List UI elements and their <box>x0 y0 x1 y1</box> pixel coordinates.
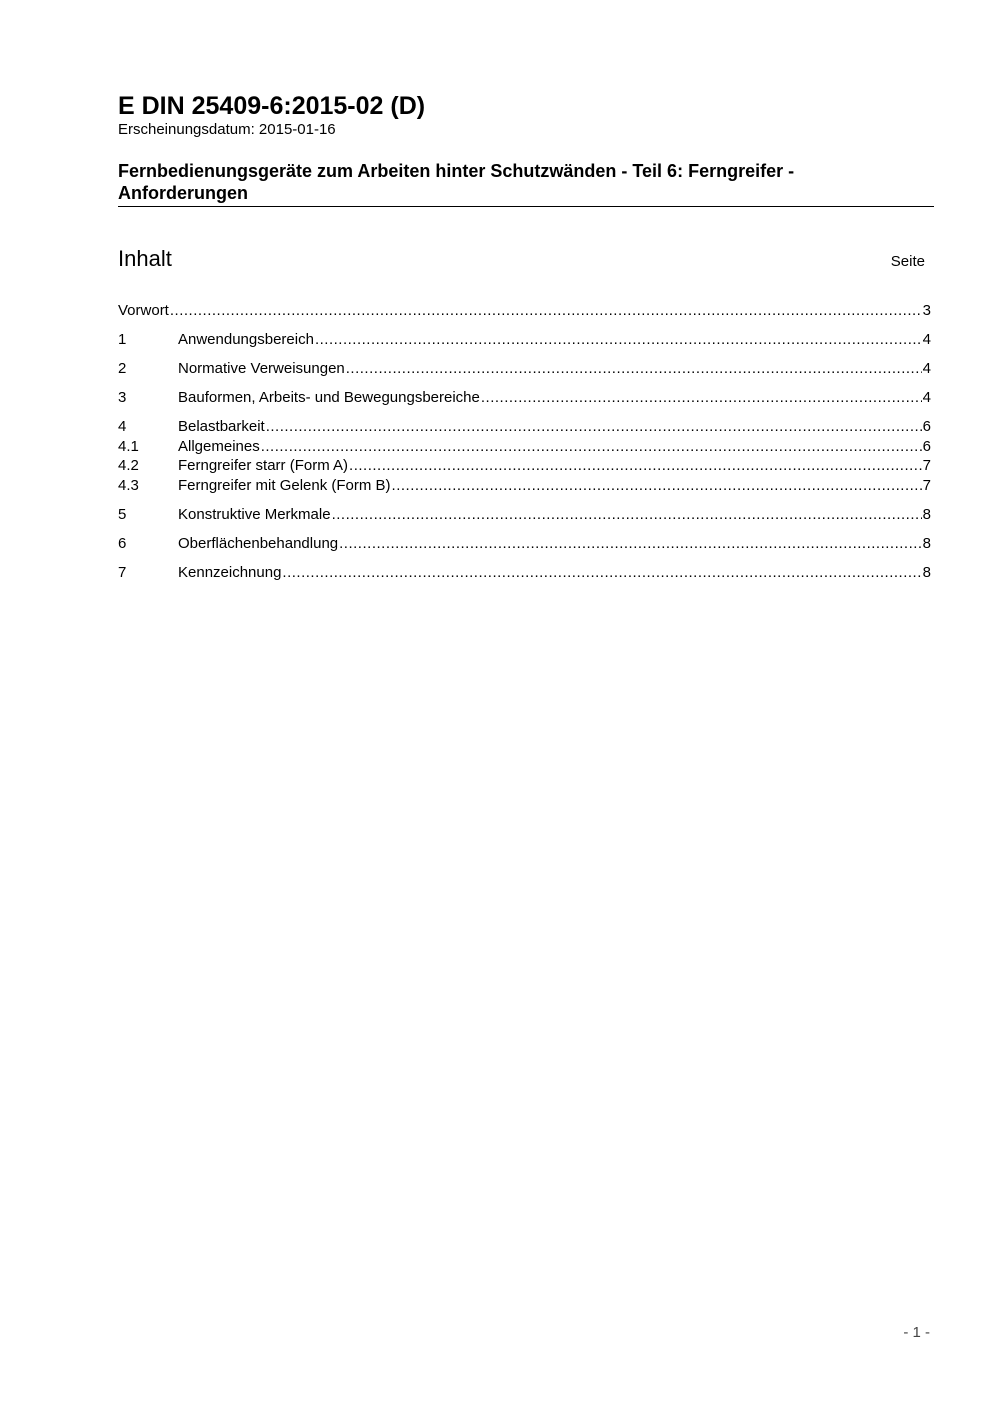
toc-dot-leader <box>349 456 922 475</box>
toc-entry-4[interactable] <box>118 417 931 436</box>
toc-dot-leader <box>266 417 922 436</box>
toc-entry-6[interactable] <box>118 534 931 553</box>
toc-entry-page: 8 <box>922 506 931 523</box>
toc-entry-number: 4.1 <box>118 438 139 455</box>
toc-entry-title: Bauformen, Arbeits- und Bewegungsbereiche <box>178 389 480 406</box>
toc-entry-page: 6 <box>922 438 931 455</box>
toc-dot-leader <box>315 330 922 349</box>
toc-entry-title: Kennzeichnung <box>178 564 282 581</box>
publication-date: Erscheinungsdatum: 2015-01-16 <box>118 121 336 138</box>
toc-entry-5[interactable] <box>118 505 931 524</box>
toc-entry-number: 7 <box>118 564 127 581</box>
toc-dot-leader <box>170 301 922 320</box>
toc-entry-title: Ferngreifer mit Gelenk (Form B) <box>178 477 391 494</box>
toc-heading: Inhalt <box>118 246 172 271</box>
toc-entry-title: Ferngreifer starr (Form A) <box>178 457 349 474</box>
toc-entry-page: 8 <box>922 535 931 552</box>
toc-entry-3[interactable] <box>118 388 931 407</box>
page-number: - 1 - <box>903 1324 930 1341</box>
toc-entry-title: Anwendungsbereich <box>178 331 314 348</box>
toc-entry-title: Normative Verweisungen <box>178 360 345 377</box>
toc-page-column-label: Seite <box>890 253 925 270</box>
toc-entry-number: 4.3 <box>118 477 139 494</box>
toc-entry-title: Belastbarkeit <box>178 418 265 435</box>
toc-entry-vorwort[interactable] <box>118 301 931 320</box>
toc-entry-title: Vorwort <box>118 302 169 319</box>
document-title: Fernbedienungsgeräte zum Arbeiten hinter Schutzwänden - Teil 6: Ferngreifer - Anforderungen <box>118 161 795 203</box>
toc-entry-2[interactable] <box>118 359 931 378</box>
toc-entry-page: 7 <box>922 477 931 494</box>
toc-entry-number: 6 <box>118 535 127 552</box>
title-divider <box>118 206 934 207</box>
toc-entry-number: 1 <box>118 331 127 348</box>
toc-dot-leader <box>346 359 922 378</box>
toc-entry-4-2[interactable] <box>118 456 931 475</box>
toc-dot-leader <box>392 476 922 495</box>
toc-entry-4-1[interactable] <box>118 437 931 456</box>
toc-dot-leader <box>481 388 922 407</box>
toc-entry-7[interactable] <box>118 563 931 582</box>
toc-entry-page: 3 <box>922 302 931 319</box>
toc-entry-page: 7 <box>922 457 931 474</box>
toc-entry-number: 4.2 <box>118 457 139 474</box>
toc-entry-number: 5 <box>118 506 127 523</box>
toc-entry-page: 4 <box>922 389 931 406</box>
toc-dot-leader <box>339 534 922 553</box>
toc-entry-4-3[interactable] <box>118 476 931 495</box>
toc-entry-page: 4 <box>922 331 931 348</box>
toc-dot-leader <box>332 505 922 524</box>
toc-entry-number: 3 <box>118 389 127 406</box>
document-id: E DIN 25409-6:2015-02 (D) <box>118 92 426 120</box>
toc-entry-title: Konstruktive Merkmale <box>178 506 331 523</box>
toc-entry-title: Oberflächenbehandlung <box>178 535 339 552</box>
toc-dot-leader <box>282 563 921 582</box>
toc-entry-page: 8 <box>922 564 931 581</box>
toc-entry-number: 4 <box>118 418 127 435</box>
toc-dot-leader <box>261 437 922 456</box>
toc-entry-page: 6 <box>922 418 931 435</box>
toc-entry-page: 4 <box>922 360 931 377</box>
toc-entry-number: 2 <box>118 360 127 377</box>
toc-entry-1[interactable] <box>118 330 931 349</box>
toc-entry-title: Allgemeines <box>178 438 260 455</box>
